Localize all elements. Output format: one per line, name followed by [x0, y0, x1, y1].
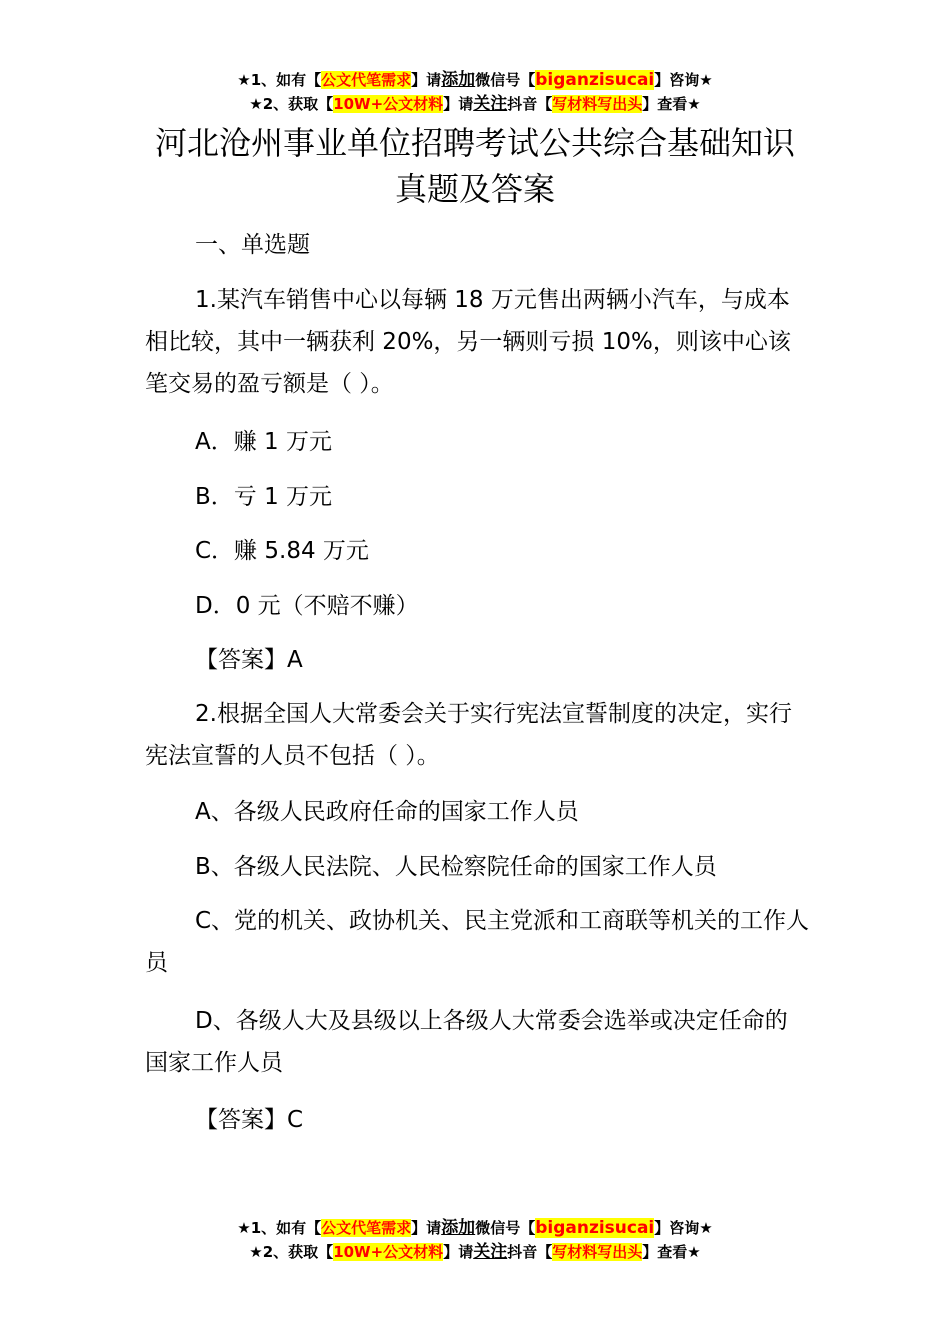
question-1-text: 1.某汽车销售中心以每辆 18 万元售出两辆小汽车，与成本相比较，其中一辆获利 20%，另一辆则亏损 10%，则该中心该笔交易的盈亏额是（ ）。 — [145, 287, 791, 397]
promo-emphasis: 添加 — [441, 1218, 476, 1238]
promo-wechat-id: biganzisucai — [535, 1218, 655, 1238]
promo-emphasis: 关注 — [473, 94, 508, 114]
promo-highlight: 10W+公文材料 — [333, 95, 444, 113]
question-1-option-b: B．亏 1 万元 — [195, 484, 333, 510]
promo-text: 抖音【 — [507, 1243, 553, 1261]
promo-text: 】请 — [411, 1219, 442, 1237]
section-heading: 一、单选题 — [195, 232, 310, 258]
promo-text: 】咨询★ — [654, 71, 713, 89]
promo-wechat-id: biganzisucai — [535, 70, 655, 90]
promo-text: 】请 — [443, 1243, 474, 1261]
promo-highlight: 10W+公文材料 — [333, 1243, 444, 1261]
page-title: 河北沧州事业单位招聘考试公共综合基础知识真题及答案 — [154, 124, 795, 208]
promo-line-2 — [0, 1240, 950, 1264]
promo-emphasis: 关注 — [473, 1242, 508, 1262]
promo-line-1 — [0, 68, 950, 92]
promo-text: 】请 — [443, 95, 474, 113]
promo-text: 】咨询★ — [654, 1219, 713, 1237]
question-2-option-a: A、各级人民政府任命的国家工作人员 — [195, 799, 579, 825]
promo-line-2 — [0, 92, 950, 116]
promo-highlight: 公文代笔需求 — [321, 71, 412, 89]
promo-douyin-id: 写材料写出头 — [552, 95, 643, 113]
question-2-option-d: D、各级人大及县级以上各级人大常委会选举或决定任命的国家工作人员 — [145, 1008, 788, 1076]
header-promo-banner — [0, 68, 950, 116]
promo-emphasis: 添加 — [441, 70, 476, 90]
question-2-option-c: C、党的机关、政协机关、民主党派和工商联等机关的工作人员 — [145, 908, 810, 976]
promo-text: 微信号【 — [475, 71, 536, 89]
footer-promo-banner — [0, 1216, 950, 1264]
question-1-option-a: A．赚 1 万元 — [195, 429, 332, 455]
promo-text: 】请 — [411, 71, 442, 89]
promo-text: 】查看★ — [642, 1243, 701, 1261]
question-2-answer: 【答案】C — [195, 1107, 304, 1133]
promo-text: 抖音【 — [507, 95, 553, 113]
promo-douyin-id: 写材料写出头 — [552, 1243, 643, 1261]
question-2-text: 2.根据全国人大常委会关于实行宪法宣誓制度的决定，实行宪法宣誓的人员不包括（ ）。 — [145, 701, 792, 769]
question-1-option-c: C．赚 5.84 万元 — [195, 538, 369, 564]
question-1-option-d: D．0 元（不赔不赚） — [195, 593, 419, 619]
question-2-option-b: B、各级人民法院、人民检察院任命的国家工作人员 — [195, 854, 717, 880]
promo-text: ★2、获取【 — [249, 95, 334, 113]
promo-text: 微信号【 — [475, 1219, 536, 1237]
promo-line-1 — [0, 1216, 950, 1240]
promo-text: ★2、获取【 — [249, 1243, 334, 1261]
promo-text: 】查看★ — [642, 95, 701, 113]
promo-text: ★1、如有【 — [237, 1219, 322, 1237]
promo-text: ★1、如有【 — [237, 71, 322, 89]
question-1-answer: 【答案】A — [195, 647, 303, 673]
promo-highlight: 公文代笔需求 — [321, 1219, 412, 1237]
